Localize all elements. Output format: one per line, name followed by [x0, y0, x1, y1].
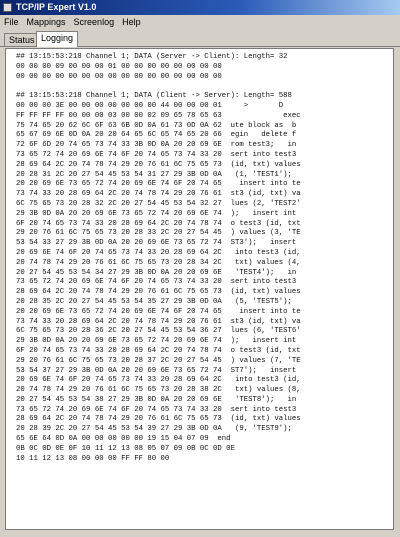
tab-logging[interactable]: Logging — [36, 31, 78, 47]
menu-bar — [0, 15, 400, 30]
log-line: 20 20 69 6E 73 65 72 74 20 69 6E 74 6F 20 74 65 insert into te — [16, 307, 301, 316]
log-line: 29 3B 0D 0A 20 20 69 6E 73 65 72 74 20 69 6E 74 ); insert int — [16, 337, 297, 346]
log-line: 20 69 6E 74 6F 20 74 65 73 74 33 20 28 69 64 2C into test3 (id, — [16, 248, 301, 257]
log-line: 20 74 78 74 29 20 76 61 6C 75 65 73 20 28 38 2C txt) values (8, — [16, 386, 301, 395]
log-line: 73 74 33 20 28 69 64 2C 20 74 78 74 29 20 76 61 st3 (id, txt) va — [16, 317, 301, 326]
log-line: 20 28 39 2C 20 27 54 45 53 54 39 27 29 3B 0D 0A (9, 'TEST9'); — [16, 425, 292, 434]
log-lines — [16, 53, 388, 464]
log-pane[interactable] — [5, 48, 394, 530]
log-line: 28 69 64 2C 20 74 78 74 29 20 76 61 6C 75 65 73 (id, txt) values — [16, 160, 301, 169]
log-line: 6F 20 74 65 73 74 33 20 28 69 64 2C 20 74 78 74 o test3 (id, txt — [16, 346, 301, 355]
log-line: 73 65 72 74 20 69 6E 74 6F 20 74 65 73 74 33 20 sert into test3 — [16, 278, 297, 287]
log-line: 73 65 72 74 20 69 6E 74 6F 20 74 65 73 74 33 20 sert into test3 — [16, 405, 297, 414]
log-line: 20 28 31 2C 20 27 54 45 53 54 31 27 29 3B 0D 0A (1, 'TEST1'); — [16, 170, 292, 179]
menu-help[interactable]: Help — [122, 17, 141, 27]
log-line: 00 00 00 3E 00 00 00 00 00 00 00 44 00 00 00 01 > D — [16, 101, 284, 110]
log-line: 29 3B 0D 0A 20 20 69 6E 73 65 72 74 20 69 6E 74 ); insert int — [16, 209, 297, 218]
log-line: 65 67 69 6E 0D 0A 20 20 64 65 6C 65 74 65 20 66 egin delete f — [16, 131, 297, 140]
log-line: 6F 20 74 65 73 74 33 20 28 69 64 2C 20 74 78 74 o test3 (id, txt — [16, 219, 301, 228]
app-icon — [3, 3, 12, 12]
window-titlebar[interactable] — [0, 0, 400, 15]
log-line: 6C 75 65 73 20 28 32 2C 20 27 54 45 53 54 32 27 lues (2, 'TEST2' — [16, 199, 301, 208]
log-line: 29 20 76 61 6C 75 65 73 20 28 33 2C 20 27 54 45 ) values (3, 'TE — [16, 229, 301, 238]
log-line: 73 65 72 74 20 69 6E 74 6F 20 74 65 73 74 33 20 sert into test3 — [16, 150, 297, 159]
log-line: 53 54 33 27 29 3B 0D 0A 20 20 69 6E 73 65 72 74 ST3'); insert — [16, 239, 297, 248]
log-line: FF FF FF FF 00 00 00 03 00 00 02 09 65 78 65 63 exec — [16, 111, 301, 120]
log-line: 75 74 65 20 62 6C 6F 63 6B 0D 0A 61 73 0D 0A 62 ute block as b — [16, 121, 297, 130]
menu-mappings[interactable]: Mappings — [26, 17, 66, 27]
log-line — [16, 82, 388, 92]
log-line: ## 13:15:53:218 Channel 1; DATA (Client -> Server): Length= 588 — [16, 92, 292, 101]
log-line: 72 6F 6D 20 74 65 73 74 33 3B 0D 0A 20 20 69 6E rom test3; in — [16, 141, 297, 150]
menu-screenlog[interactable]: Screenlog — [73, 17, 115, 27]
log-line: 20 69 6E 74 6F 20 74 65 73 74 33 20 28 69 64 2C into test3 (id, — [16, 376, 301, 385]
log-line: 0B 0C 0D 0E 0F 10 11 12 13 08 05 07 09 0B 0C 0D 0E — [16, 444, 235, 453]
tab-status[interactable]: Status — [4, 33, 40, 46]
log-line: 53 54 37 27 29 3B 0D 0A 20 20 69 6E 73 65 72 74 ST7'); insert — [16, 366, 297, 375]
log-line: 28 69 64 2C 20 74 78 74 29 20 76 61 6C 75 65 73 (id, txt) values — [16, 415, 301, 424]
tab-strip — [0, 30, 400, 47]
log-line: 00 00 00 09 00 00 00 01 00 00 00 00 00 00 00 00 — [16, 62, 222, 71]
log-line: 10 11 12 13 08 00 00 00 FF FF 80 00 — [16, 454, 170, 463]
menu-file[interactable]: File — [4, 17, 19, 27]
window-title: TCP/IP Expert V1.0 — [16, 2, 97, 12]
log-line: 6C 75 65 73 20 28 36 2C 20 27 54 45 53 54 36 27 lues (6, 'TEST6' — [16, 327, 301, 336]
log-line: 28 69 64 2C 20 74 78 74 29 20 76 61 6C 75 65 73 (id, txt) values — [16, 288, 301, 297]
log-line: 20 20 69 6E 73 65 72 74 20 69 6E 74 6F 20 74 65 insert into te — [16, 180, 301, 189]
log-line: ## 13:15:53:218 Channel 1; DATA (Server -> Client): Length= 32 — [16, 53, 288, 61]
log-line: 20 74 78 74 29 20 76 61 6C 75 65 73 20 28 34 2C txt) values (4, — [16, 258, 301, 267]
log-line: 73 74 33 20 28 69 64 2C 20 74 78 74 29 20 76 61 st3 (id, txt) va — [16, 190, 301, 199]
log-line: 20 27 54 45 53 54 34 27 29 3B 0D 0A 20 20 69 6E 'TEST4'); in — [16, 268, 297, 277]
log-line: 65 6E 64 0D 0A 00 00 00 00 00 19 15 04 07 09 end — [16, 435, 231, 444]
log-line: 00 00 00 00 00 00 00 00 00 00 00 00 00 00 00 00 — [16, 72, 222, 81]
log-line: 20 27 54 45 53 54 38 27 29 3B 0D 0A 20 20 69 6E 'TEST8'); in — [16, 395, 297, 404]
log-line: 20 28 35 2C 20 27 54 45 53 54 35 27 29 3B 0D 0A (5, 'TEST5'); — [16, 297, 292, 306]
log-line: 29 20 76 61 6C 75 65 73 20 28 37 2C 20 27 54 45 ) values (7, 'TE — [16, 356, 301, 365]
